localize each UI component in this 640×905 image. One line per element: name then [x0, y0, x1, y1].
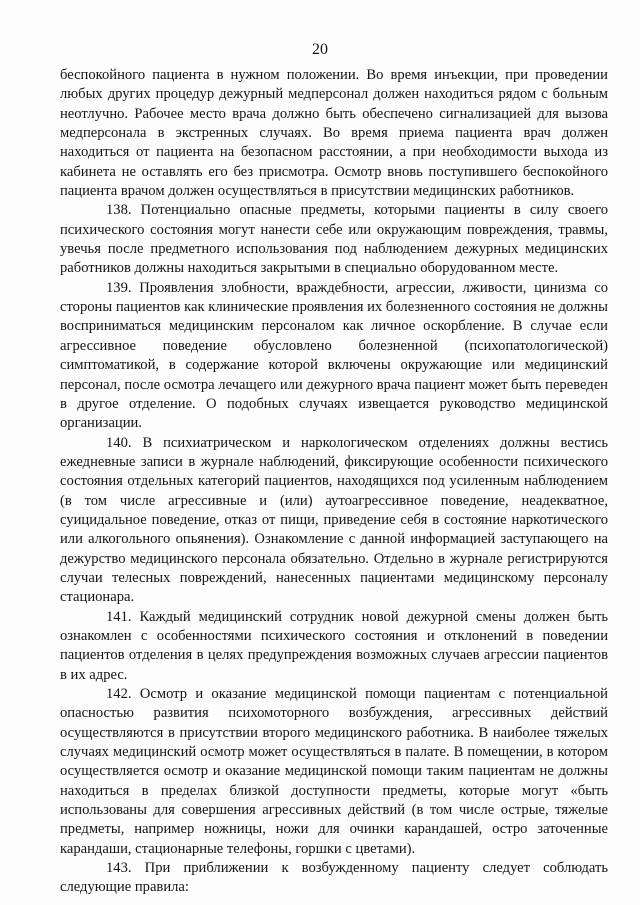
page-number: 20: [312, 41, 328, 58]
paragraph-continuation: беспокойного пациента в нужном положении. Во время инъекции, при проведении любых других процедур дежурный медперсонал должен находиться рядом с больным неотлучно. Рабочее место врача должно быть обеспечено сигнализацией для вызова медперсонала в экстренных случаях. Во время приема пациента врач должен находиться от пациента на безопасном расстоянии, а при необходимости выхода из кабинета не оставлять его без присмотра. Осмотр вновь поступившего беспокойного пациента врачом должен осуществляться в присутствии медицинских работников.: [60, 67, 608, 200]
paragraph-item-143: 143. При приближении к возбужденному пациенту следует соблюдать следующие правила:: [60, 860, 608, 896]
paragraph-item-138: 138. Потенциально опасные предметы, которыми пациенты в силу своего психического состояния могут нанести себе или окружающим повреждения, травмы, увечья после предметного использования под наблюдением дежурных медицинских работников должны находиться закрытыми в специально оборудованном месте.: [60, 202, 608, 277]
document-body: [60, 66, 608, 898]
paragraph-item-142: 142. Осмотр и оказание медицинской помощи пациентам с потенциальной опасностью развития психомоторного возбуждения, агрессивных действий осуществляются в присутствии второго медицинского работника. В наиболее тяжелых случаях медицинский осмотр может осуществляться в палате. В помещении, в котором осуществляется осмотр и оказание медицинской помощи таким пациентам не должны находиться в пределах близкой доступности предметы, которые могут «быть использованы для совершения агрессивных действий (в том числе острые, тяжелые предметы, например ножницы, ножи для очинки карандашей, остро заточенные карандаши, стационарные телефоны, горшки с цветами).: [60, 686, 608, 857]
paragraph-item-140: 140. В психиатрическом и наркологическом отделениях должны вестись ежедневные записи в журнале наблюдений, фиксирующие особенности психического состояния отдельных категорий пациентов, находящихся под усиленным наблюдением (в том числе агрессивные и (или) аутоагрессивное поведение, неадекватное, суицидальное поведение, отказ от пищи, приведение себя в состояние наркотического или алкогольного опьянения). Ознакомление с данной информацией заступающего на дежурство медицинского персонала обязательно. Отдельно в журнале регистрируются случаи телесных повреждений, нанесенных пациентами медицинскому персоналу стационара.: [60, 434, 608, 606]
paragraph-item-139: 139. Проявления злобности, враждебности, агрессии, лживости, цинизма со стороны пациентов как клинические проявления их болезненного состояния не должны восприниматься медицинским персоналом как личное оскорбление. В случае если агрессивное поведение обусловлено болезненной (психопатологической) симптоматикой, в содержание которой включены окружающие или медицинский персонал, после осмотра лечащего или дежурного врача пациент может быть переведен в другое отделение. О подобных случаях извещается руководство медицинской организации.: [60, 279, 608, 432]
paragraph-item-141: 141. Каждый медицинский сотрудник новой дежурной смены должен быть ознакомлен с особенностями психического состояния и отклонений в поведении пациентов отделения в целях предупреждения возможных случаев агрессии пациентов в их адрес.: [60, 608, 608, 683]
